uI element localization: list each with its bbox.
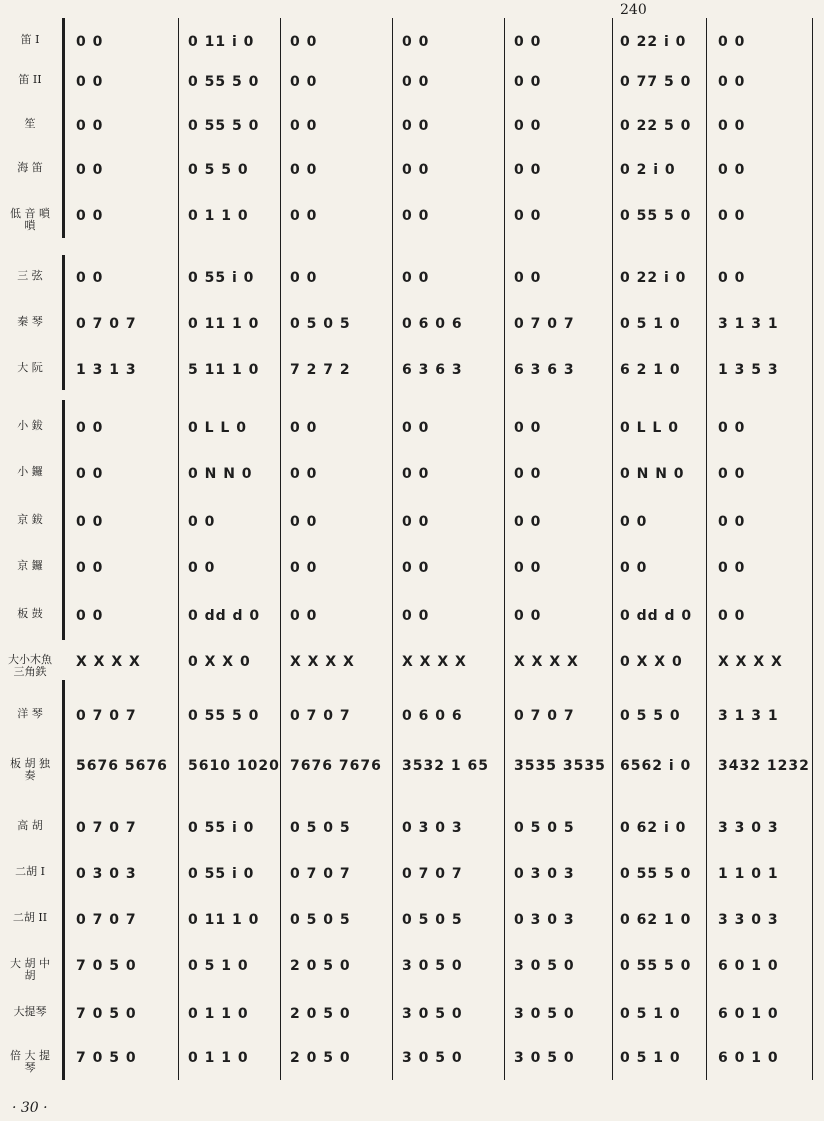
measure-notation: 1 3 1 3	[76, 362, 137, 378]
measure-notation: 0 0	[402, 420, 430, 436]
page-number: · 30 ·	[12, 1100, 48, 1116]
measure-notation: 2 0 5 0	[290, 1006, 351, 1022]
measure-notation: 0 0	[718, 270, 746, 286]
measure-notation: 3535 3535	[514, 758, 606, 774]
measure-notation: 3 0 5 0	[402, 1050, 463, 1066]
measure-notation: 0 0	[76, 514, 104, 530]
instrument-label: 京 鈸	[17, 513, 43, 526]
measure-notation: 0 5 5 0	[188, 162, 249, 178]
measure-notation: 5610 1020	[188, 758, 280, 774]
measure-notation: 0 22 i 0	[620, 34, 687, 50]
measure-notation: 0 3 0 3	[514, 866, 575, 882]
measure-notation: 3 1 3 1	[718, 708, 779, 724]
measure-notation: 0 0	[188, 560, 216, 576]
measure-notation: 0 0	[402, 466, 430, 482]
measure-notation: 0 6 0 6	[402, 708, 463, 724]
measure-notation: X X X X	[402, 654, 467, 670]
measure-notation: 0 7 0 7	[76, 316, 137, 332]
instrument-row	[0, 958, 824, 988]
measure-notation: 0 22 i 0	[620, 270, 687, 286]
measure-notation: 0 0	[718, 560, 746, 576]
measure-notation: 6 2 1 0	[620, 362, 681, 378]
measure-notation: 3 3 0 3	[718, 912, 779, 928]
measure-notation: 0 1 1 0	[188, 208, 249, 224]
instrument-row	[0, 466, 824, 496]
measure-notation: 0 7 0 7	[290, 866, 351, 882]
measure-notation: 2 0 5 0	[290, 1050, 351, 1066]
measure-notation: 0 0	[290, 466, 318, 482]
instrument-label: 二胡 II	[12, 911, 48, 924]
instrument-row	[0, 758, 824, 788]
measure-notation: 0 0	[514, 208, 542, 224]
measure-notation: X X X X	[718, 654, 783, 670]
measure-notation: 0 0	[514, 466, 542, 482]
measure-notation: 0 55 i 0	[188, 820, 255, 836]
measure-number: 240	[620, 2, 647, 18]
instrument-row	[0, 362, 824, 392]
instrument-row	[0, 654, 824, 684]
measure-notation: 6 0 1 0	[718, 958, 779, 974]
measure-notation: 6562 i 0	[620, 758, 692, 774]
measure-notation: 7 0 5 0	[76, 1050, 137, 1066]
instrument-row	[0, 1050, 824, 1080]
instrument-row	[0, 118, 824, 148]
measure-notation: 0 0	[76, 466, 104, 482]
measure-notation: 0 7 0 7	[76, 708, 137, 724]
measure-notation: 6 0 1 0	[718, 1050, 779, 1066]
instrument-row	[0, 1006, 824, 1036]
measure-notation: 0 0	[76, 162, 104, 178]
measure-notation: 0 5 0 5	[290, 316, 351, 332]
instrument-row	[0, 866, 824, 896]
measure-notation: 0 11 i 0	[188, 34, 255, 50]
instrument-label: 秦 琴	[17, 315, 43, 328]
instrument-row	[0, 316, 824, 346]
measure-notation: 0 0	[514, 270, 542, 286]
measure-notation: 7 0 5 0	[76, 958, 137, 974]
instrument-label: 洋 琴	[17, 707, 43, 720]
measure-notation: 0 3 0 3	[402, 820, 463, 836]
measure-notation: 0 0	[402, 270, 430, 286]
instrument-label: 大 阮	[17, 361, 43, 374]
measure-notation: 0 11 1 0	[188, 316, 260, 332]
measure-notation: 6 3 6 3	[402, 362, 463, 378]
instrument-label: 笛 II	[18, 73, 42, 86]
measure-notation: 0 0	[402, 162, 430, 178]
measure-notation: 3432 1232	[718, 758, 810, 774]
measure-notation: 0 0	[718, 608, 746, 624]
instrument-label: 板 鼓	[17, 607, 43, 620]
measure-notation: 0 dd d 0	[188, 608, 261, 624]
measure-notation: 0 5 1 0	[620, 316, 681, 332]
measure-notation: 0 0	[718, 34, 746, 50]
instrument-label: 海 笛	[17, 161, 43, 174]
measure-notation: 0 0	[290, 608, 318, 624]
measure-notation: 0 0	[718, 420, 746, 436]
measure-notation: 3 0 5 0	[514, 1006, 575, 1022]
measure-notation: X X X X	[76, 654, 141, 670]
measure-notation: 0 77 5 0	[620, 74, 692, 90]
measure-notation: 0 N N 0	[188, 466, 253, 482]
measure-notation: 0 0	[514, 162, 542, 178]
measure-notation: 0 3 0 3	[76, 866, 137, 882]
measure-notation: 0 0	[402, 608, 430, 624]
measure-notation: 0 0	[514, 514, 542, 530]
measure-notation: 0 0	[402, 118, 430, 134]
measure-notation: 0 0	[718, 514, 746, 530]
measure-notation: 0 0	[514, 118, 542, 134]
measure-notation: 0 0	[290, 514, 318, 530]
measure-notation: 0 0	[620, 560, 648, 576]
instrument-row	[0, 708, 824, 738]
instrument-row	[0, 270, 824, 300]
measure-notation: 0 55 5 0	[188, 74, 260, 90]
measure-notation: 0 55 5 0	[620, 958, 692, 974]
measure-notation: 3 0 5 0	[402, 958, 463, 974]
measure-notation: 0 5 1 0	[620, 1050, 681, 1066]
measure-notation: 0 0	[718, 74, 746, 90]
measure-notation: 0 0	[76, 34, 104, 50]
measure-notation: 0 5 0 5	[290, 912, 351, 928]
instrument-row	[0, 912, 824, 942]
measure-notation: 2 0 5 0	[290, 958, 351, 974]
measure-notation: 0 55 i 0	[188, 866, 255, 882]
measure-notation: 0 6 0 6	[402, 316, 463, 332]
measure-notation: 0 5 1 0	[188, 958, 249, 974]
measure-notation: 0 0	[290, 34, 318, 50]
measure-notation: 0 0	[718, 208, 746, 224]
measure-notation: 1 3 5 3	[718, 362, 779, 378]
measure-notation: 0 0	[290, 162, 318, 178]
measure-notation: 0 62 1 0	[620, 912, 692, 928]
measure-notation: 0 0	[76, 560, 104, 576]
measure-notation: 0 1 1 0	[188, 1006, 249, 1022]
measure-notation: 0 dd d 0	[620, 608, 693, 624]
measure-notation: 7 2 7 2	[290, 362, 351, 378]
measure-notation: 0 7 0 7	[514, 316, 575, 332]
measure-notation: 0 0	[718, 118, 746, 134]
measure-notation: 7676 7676	[290, 758, 382, 774]
measure-notation: 0 0	[290, 420, 318, 436]
instrument-label: 小 鑼	[17, 465, 43, 478]
measure-notation: 0 55 i 0	[188, 270, 255, 286]
measure-notation: 0 7 0 7	[402, 866, 463, 882]
instrument-label: 小 鈸	[17, 419, 43, 432]
measure-notation: 3 3 0 3	[718, 820, 779, 836]
instrument-label: 大小木魚 三角鉄	[8, 653, 52, 678]
measure-notation: 0 0	[76, 608, 104, 624]
instrument-label: 大提琴	[13, 1005, 47, 1018]
measure-notation: 0 0	[402, 208, 430, 224]
measure-notation: 0 X X 0	[188, 654, 251, 670]
measure-notation: 0 0	[514, 34, 542, 50]
measure-notation: 0 0	[188, 514, 216, 530]
measure-notation: 3 1 3 1	[718, 316, 779, 332]
instrument-label: 三 弦	[17, 269, 43, 282]
instrument-row	[0, 514, 824, 544]
measure-notation: 0 0	[620, 514, 648, 530]
instrument-row	[0, 820, 824, 850]
instrument-label: 大 胡 中 胡	[10, 957, 50, 982]
measure-notation: 0 2 i 0	[620, 162, 676, 178]
instrument-label: 高 胡	[17, 819, 43, 832]
measure-notation: 0 0	[718, 162, 746, 178]
measure-notation: 0 0	[290, 118, 318, 134]
measure-notation: 1 1 0 1	[718, 866, 779, 882]
measure-notation: X X X X	[290, 654, 355, 670]
instrument-label: 笙	[24, 117, 36, 130]
instrument-label: 京 鑼	[17, 559, 43, 572]
measure-notation: 0 0	[290, 560, 318, 576]
measure-notation: 0 5 1 0	[620, 1006, 681, 1022]
measure-notation: 0 X X 0	[620, 654, 683, 670]
measure-notation: 0 5 0 5	[290, 820, 351, 836]
instrument-row	[0, 560, 824, 590]
measure-notation: 0 0	[402, 514, 430, 530]
measure-notation: 0 0	[514, 560, 542, 576]
instrument-label: 倍 大 提 琴	[10, 1049, 50, 1074]
instrument-row	[0, 162, 824, 192]
instrument-label: 低 音 嗩 嗩	[10, 207, 50, 232]
measure-notation: 3532 1 65	[402, 758, 489, 774]
measure-notation: 0 55 5 0	[188, 118, 260, 134]
measure-notation: 0 0	[514, 74, 542, 90]
measure-notation: 0 0	[290, 270, 318, 286]
instrument-row	[0, 74, 824, 104]
measure-notation: 5676 5676	[76, 758, 168, 774]
measure-notation: 0 5 0 5	[402, 912, 463, 928]
measure-notation: 0 3 0 3	[514, 912, 575, 928]
measure-notation: 3 0 5 0	[514, 958, 575, 974]
measure-notation: 0 22 5 0	[620, 118, 692, 134]
measure-notation: 0 0	[402, 74, 430, 90]
measure-notation: 0 11 1 0	[188, 912, 260, 928]
measure-notation: 5 11 1 0	[188, 362, 260, 378]
measure-notation: 3 0 5 0	[402, 1006, 463, 1022]
measure-notation: 0 0	[290, 208, 318, 224]
measure-notation: 0 0	[290, 74, 318, 90]
instrument-label: 二胡 I	[15, 865, 45, 878]
instrument-row	[0, 208, 824, 238]
measure-notation: 0 0	[76, 208, 104, 224]
measure-notation: 6 0 1 0	[718, 1006, 779, 1022]
measure-notation: 6 3 6 3	[514, 362, 575, 378]
measure-notation: 0 62 i 0	[620, 820, 687, 836]
measure-notation: 0 5 5 0	[620, 708, 681, 724]
measure-notation: 0 55 5 0	[188, 708, 260, 724]
measure-notation: 0 1 1 0	[188, 1050, 249, 1066]
measure-notation: 0 0	[76, 118, 104, 134]
measure-notation: 0 0	[718, 466, 746, 482]
instrument-row	[0, 608, 824, 638]
measure-notation: 0 L L 0	[188, 420, 247, 436]
measure-notation: 0 7 0 7	[514, 708, 575, 724]
measure-notation: 0 N N 0	[620, 466, 685, 482]
measure-notation: X X X X	[514, 654, 579, 670]
measure-notation: 0 5 0 5	[514, 820, 575, 836]
measure-notation: 3 0 5 0	[514, 1050, 575, 1066]
measure-notation: 7 0 5 0	[76, 1006, 137, 1022]
measure-notation: 0 0	[402, 560, 430, 576]
measure-notation: 0 L L 0	[620, 420, 679, 436]
measure-notation: 0 0	[514, 420, 542, 436]
measure-notation: 0 7 0 7	[76, 820, 137, 836]
instrument-label: 笛 I	[20, 33, 40, 46]
measure-notation: 0 55 5 0	[620, 208, 692, 224]
measure-notation: 0 0	[76, 270, 104, 286]
measure-notation: 0 7 0 7	[76, 912, 137, 928]
measure-notation: 0 0	[76, 74, 104, 90]
measure-notation: 0 0	[402, 34, 430, 50]
measure-notation: 0 55 5 0	[620, 866, 692, 882]
measure-notation: 0 0	[76, 420, 104, 436]
measure-notation: 0 7 0 7	[290, 708, 351, 724]
instrument-label: 板 胡 独 奏	[10, 757, 50, 782]
instrument-row	[0, 420, 824, 450]
measure-notation: 0 0	[514, 608, 542, 624]
instrument-row	[0, 34, 824, 64]
